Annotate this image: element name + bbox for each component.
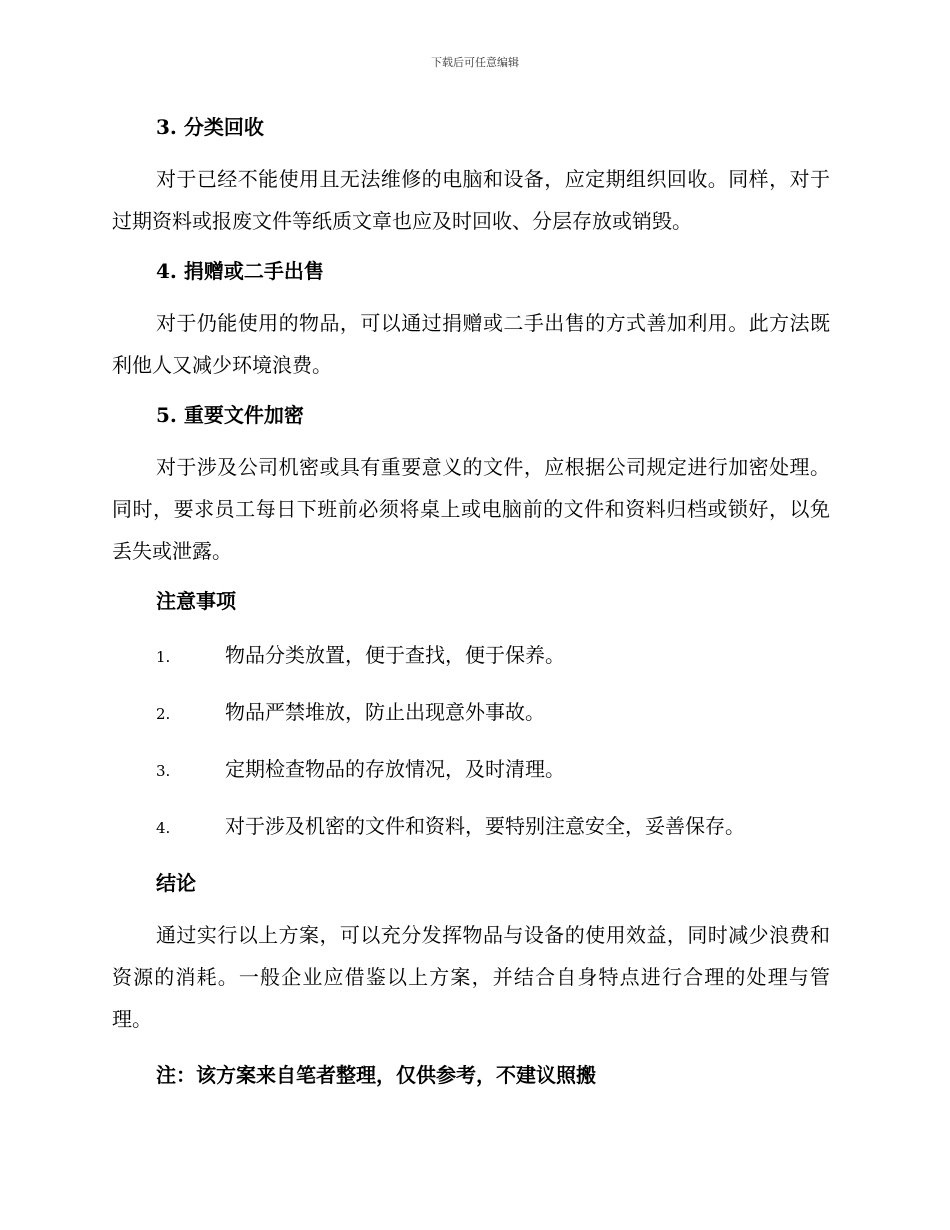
section-4-paragraph: 对于仍能使用的物品，可以通过捐赠或二手出售的方式善加利用。此方法既利他人又减少环境浪费。 xyxy=(112,311,830,377)
section-5-heading: 5. 重要文件加密 xyxy=(156,403,304,427)
precaution-text: 对于涉及机密的文件和资料，要特别注意安全，妥善保存。 xyxy=(225,814,745,838)
precaution-text: 物品严禁堆放，防止出现意外事故。 xyxy=(225,700,545,724)
section-3-heading: 3. 分类回收 xyxy=(156,115,264,139)
page-header-note: 下载后可任意编辑 xyxy=(431,56,519,69)
section-3-paragraph: 对于已经不能使用且无法维修的电脑和设备，应定期组织回收。同样，对于过期资料或报废文件等纸质文章也应及时回收、分层存放或销毁。 xyxy=(112,167,830,233)
precaution-text: 定期检查物品的存放情况，及时清理。 xyxy=(225,757,565,781)
conclusion-heading: 结论 xyxy=(156,871,196,895)
precaution-number: 2. xyxy=(156,705,171,723)
precaution-number: 3. xyxy=(156,762,171,780)
precaution-item xyxy=(112,695,830,731)
footer-note: 注：该方案来自笔者整理，仅供参考，不建议照搬 xyxy=(156,1063,596,1087)
precaution-item xyxy=(112,638,830,674)
conclusion-paragraph: 通过实行以上方案，可以充分发挥物品与设备的使用效益，同时减少浪费和资源的消耗。一般企业应借鉴以上方案，并结合自身特点进行合理的处理与管理。 xyxy=(112,923,830,1031)
precaution-number: 1. xyxy=(156,648,171,666)
precaution-text: 物品分类放置，便于查找，便于保养。 xyxy=(225,643,565,667)
precaution-number: 4. xyxy=(156,819,171,837)
precautions-heading: 注意事项 xyxy=(156,589,236,613)
section-4-heading: 4. 捐赠或二手出售 xyxy=(156,259,324,283)
precaution-item xyxy=(112,752,830,788)
precaution-item xyxy=(112,809,830,845)
document-body xyxy=(112,110,830,1092)
section-5-paragraph: 对于涉及公司机密或具有重要意义的文件，应根据公司规定进行加密处理。同时，要求员工每日下班前必须将桌上或电脑前的文件和资料归档或锁好，以免丢失或泄露。 xyxy=(112,455,830,563)
